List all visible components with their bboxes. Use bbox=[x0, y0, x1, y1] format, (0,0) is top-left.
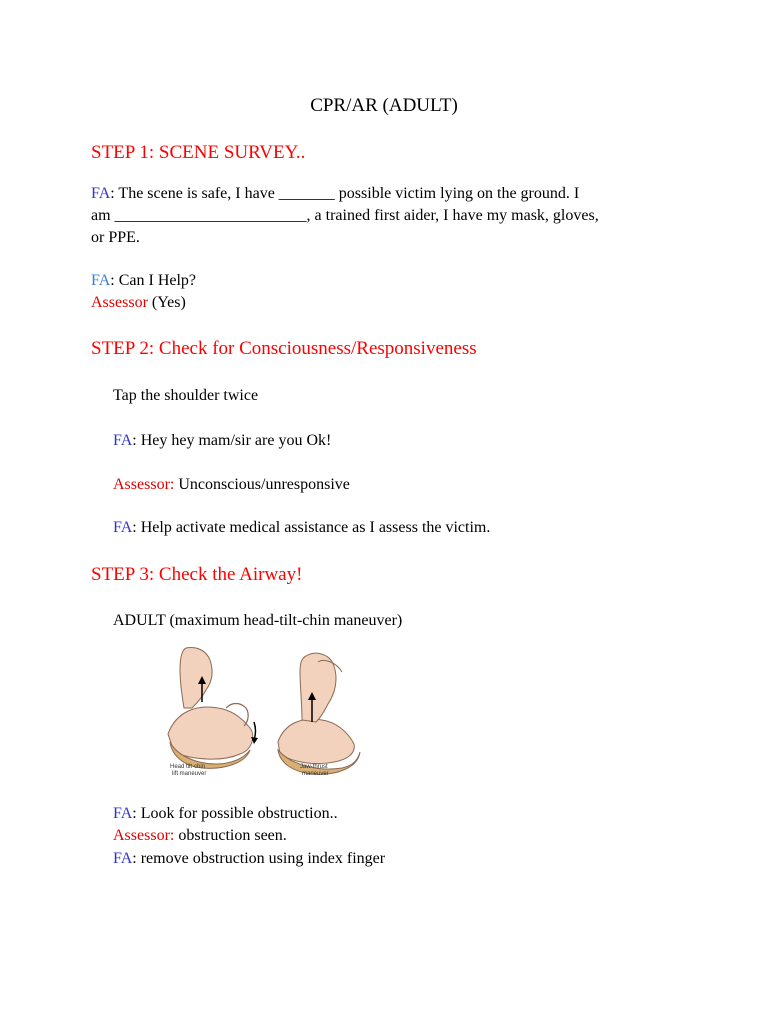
step3-heading: STEP 3: Check the Airway! bbox=[91, 564, 303, 585]
step2-fa2-text: : Help activate medical assistance as I assess the victim. bbox=[132, 519, 491, 536]
step1-line1 bbox=[91, 183, 579, 205]
speaker-assessor: Assessor: bbox=[113, 827, 175, 844]
step1-line2 bbox=[91, 270, 196, 292]
speaker-fa: FA bbox=[113, 519, 133, 536]
step1-line1-cont: am ________________________, a trained first aider, I have my mask, gloves, bbox=[91, 207, 599, 224]
step3-fa2-text: : remove obstruction using index finger bbox=[132, 850, 386, 867]
speaker-fa: FA bbox=[113, 432, 133, 449]
step1-line2-text: : Can I Help? bbox=[110, 272, 197, 289]
step3-fa1-text: : Look for possible obstruction.. bbox=[132, 805, 338, 822]
step1-line3 bbox=[91, 292, 186, 314]
speaker-fa: FA bbox=[91, 272, 111, 289]
step2-fa1-text: : Hey hey mam/sir are you Ok! bbox=[132, 432, 332, 449]
speaker-fa: FA bbox=[91, 185, 111, 202]
step2-fa1 bbox=[113, 430, 331, 452]
caption-jaw-thrust: Jaw-thrust bbox=[300, 764, 328, 770]
step2-assessor bbox=[113, 474, 350, 496]
step3-fa2 bbox=[113, 848, 385, 870]
step1-line3-text: (Yes) bbox=[147, 294, 186, 311]
step2-heading: STEP 2: Check for Consciousness/Responsiveness bbox=[91, 338, 477, 359]
speaker-assessor: Assessor: bbox=[113, 476, 175, 493]
step2-assessor-text: Unconscious/unresponsive bbox=[174, 476, 350, 493]
speaker-assessor: Assessor bbox=[91, 294, 148, 311]
step2-instruction: Tap the shoulder twice bbox=[113, 387, 259, 404]
step3-assessor bbox=[113, 825, 287, 847]
page-title: CPR/AR (ADULT) bbox=[310, 95, 458, 116]
caption-jaw-thrust-2: maneuver bbox=[302, 771, 329, 777]
step3-assessor-text: obstruction seen. bbox=[174, 827, 287, 844]
caption-head-tilt-2: lift maneuver bbox=[172, 771, 207, 777]
step3-instruction: ADULT (maximum head-tilt-chin maneuver) bbox=[113, 612, 403, 629]
step1-line1-cont2: or PPE. bbox=[91, 229, 140, 246]
step1-line1-text: : The scene is safe, I have _______ possible victim lying on the ground. I bbox=[110, 185, 580, 202]
step3-fa1 bbox=[113, 803, 338, 825]
step2-fa2 bbox=[113, 517, 490, 539]
step1-heading: STEP 1: SCENE SURVEY.. bbox=[91, 142, 306, 163]
caption-head-tilt: Head tilt-chin bbox=[170, 764, 206, 770]
airway-maneuver-illustration bbox=[166, 642, 362, 782]
speaker-fa: FA bbox=[113, 805, 133, 822]
speaker-fa: FA bbox=[113, 850, 133, 867]
